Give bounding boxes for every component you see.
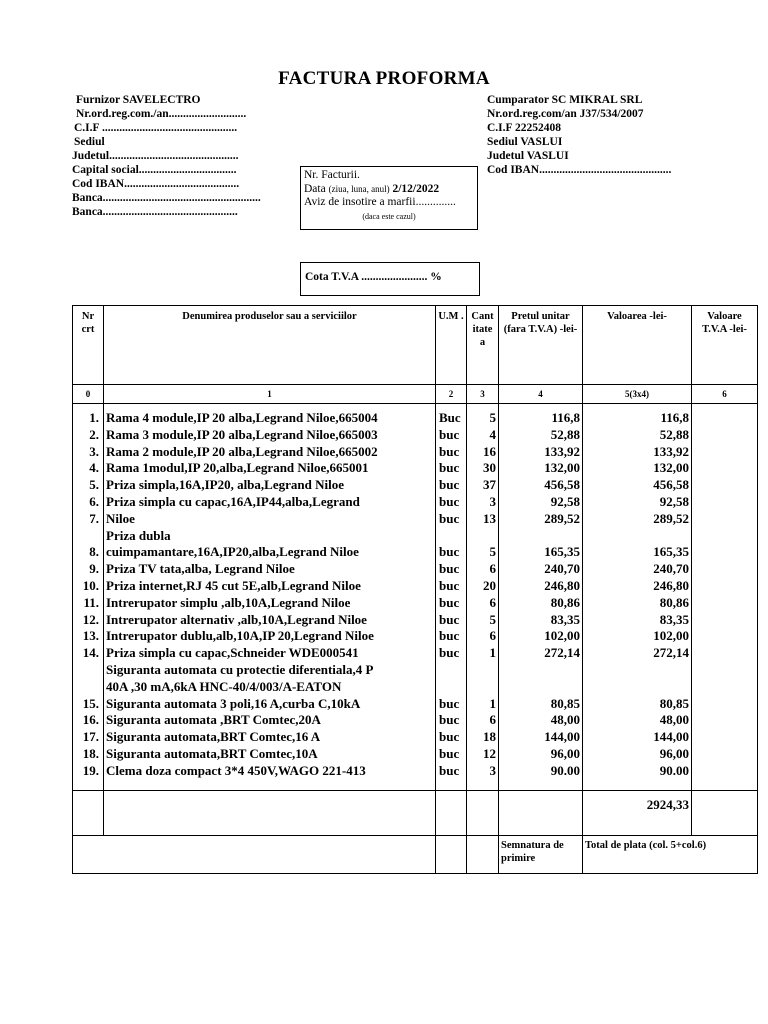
- item-value: 48,00: [583, 712, 692, 729]
- item-value: 96,00: [583, 746, 692, 763]
- col-num: 0: [73, 385, 104, 404]
- header-qty: Cant itate a: [467, 306, 499, 385]
- supplier-sediu: Sediul: [74, 136, 105, 148]
- supplier-reg: Nr.ord.reg.com./an...........................: [76, 108, 247, 120]
- item-vat: [692, 696, 758, 713]
- column-number-row: [73, 385, 758, 404]
- item-number: 3.: [73, 444, 104, 461]
- item-name: Rama 1modul,IP 20,alba,Legrand Niloe,665001: [104, 460, 436, 477]
- invoice-date: 2/12/2022: [389, 182, 440, 195]
- item-quantity: 4: [467, 427, 499, 444]
- table-row: [73, 528, 758, 545]
- table-row: [73, 561, 758, 578]
- item-value: 289,52: [583, 511, 692, 528]
- item-vat: [692, 494, 758, 511]
- item-unit-price: 272,14: [499, 645, 583, 662]
- header-nr: Nr crt: [73, 306, 104, 385]
- buyer-cif: C.I.F 22252408: [487, 122, 562, 134]
- item-number: 18.: [73, 746, 104, 763]
- item-value: 132,00: [583, 460, 692, 477]
- item-unit: buc: [436, 712, 467, 729]
- item-number: 17.: [73, 729, 104, 746]
- supplier-cif: C.I.F ...............................................: [74, 122, 238, 134]
- item-number: 9.: [73, 561, 104, 578]
- item-value: 144,00: [583, 729, 692, 746]
- item-quantity: 6: [467, 712, 499, 729]
- item-number: [73, 528, 104, 545]
- table-spacer-row: [73, 780, 758, 791]
- tva-box: [300, 262, 480, 296]
- item-number: 19.: [73, 763, 104, 780]
- item-number: 1.: [73, 410, 104, 427]
- item-unit: buc: [436, 460, 467, 477]
- item-quantity: 5: [467, 410, 499, 427]
- item-quantity: 30: [467, 460, 499, 477]
- item-name: Siguranta automata 3 poli,16 A,curba C,10kA: [104, 696, 436, 713]
- table-row: [73, 679, 758, 696]
- item-vat: [692, 561, 758, 578]
- supplier-block: [72, 93, 261, 219]
- item-quantity: 6: [467, 595, 499, 612]
- date-label: Data: [304, 182, 329, 195]
- item-name: Clema doza compact 3*4 450V,WAGO 221-413: [104, 763, 436, 780]
- item-number: [73, 679, 104, 696]
- supplier-judet: Judetul.............................................: [72, 150, 239, 162]
- item-unit-price: 246,80: [499, 578, 583, 595]
- table-row: [73, 578, 758, 595]
- item-unit: buc: [436, 746, 467, 763]
- item-vat: [692, 460, 758, 477]
- item-value: 240,70: [583, 561, 692, 578]
- tva-label: Cota T.V.A ....................... %: [305, 271, 442, 283]
- table-header-row: [73, 306, 758, 385]
- item-name: 40A ,30 mA,6kA HNC-40/4/003/A-EATON: [104, 679, 436, 696]
- item-value: 272,14: [583, 645, 692, 662]
- invoice-number-label: Nr. Facturii.: [304, 169, 360, 181]
- item-value: 52,88: [583, 427, 692, 444]
- table-row: [73, 410, 758, 427]
- item-name: Intrerupator alternativ ,alb,10A,Legrand Niloe: [104, 612, 436, 629]
- item-name: Siguranta automata cu protectie diferentiala,4 P: [104, 662, 436, 679]
- invoice-info-box: [300, 166, 478, 230]
- item-quantity: 13: [467, 511, 499, 528]
- item-number: 7.: [73, 511, 104, 528]
- table-row: [73, 746, 758, 763]
- item-unit-price: [499, 662, 583, 679]
- item-vat: [692, 444, 758, 461]
- buyer-iban: Cod IBAN..............................................: [487, 164, 672, 176]
- buyer-block: [487, 93, 671, 177]
- item-number: 10.: [73, 578, 104, 595]
- item-unit: buc: [436, 696, 467, 713]
- table-row: [73, 511, 758, 528]
- aviz-label: Aviz de insotire a marfii: [304, 196, 416, 208]
- header-name: Denumirea produselor sau a serviciilor: [104, 306, 436, 385]
- item-name: Priza internet,RJ 45 cut 5E,alb,Legrand Niloe: [104, 578, 436, 595]
- col-num: 1: [104, 385, 436, 404]
- item-quantity: 5: [467, 544, 499, 561]
- item-value: 92,58: [583, 494, 692, 511]
- buyer-reg: Nr.ord.reg.com/an J37/534/2007: [487, 108, 644, 120]
- item-unit: buc: [436, 444, 467, 461]
- item-vat: [692, 763, 758, 780]
- item-value: 90.00: [583, 763, 692, 780]
- item-name: Priza simpla cu capac,16A,IP44,alba,Legrand: [104, 494, 436, 511]
- table-row: [73, 427, 758, 444]
- table-row: [73, 662, 758, 679]
- item-number: 16.: [73, 712, 104, 729]
- table-row: [73, 712, 758, 729]
- item-unit: Buc: [436, 410, 467, 427]
- item-number: 15.: [73, 696, 104, 713]
- item-name: Niloe: [104, 511, 436, 528]
- col-num: 2: [436, 385, 467, 404]
- supplier-capital: Capital social..................................: [72, 164, 237, 176]
- item-name: Priza TV tata,alba, Legrand Niloe: [104, 561, 436, 578]
- item-number: [73, 662, 104, 679]
- item-number: 6.: [73, 494, 104, 511]
- item-name: Intrerupator dublu,alb,10A,IP 20,Legrand Niloe: [104, 628, 436, 645]
- buyer-name: Cumparator SC MIKRAL SRL: [487, 94, 643, 106]
- item-unit-price: 102,00: [499, 628, 583, 645]
- table-row: [73, 628, 758, 645]
- table-row: [73, 477, 758, 494]
- item-quantity: 18: [467, 729, 499, 746]
- supplier-bank-2: Banca...............................................: [72, 206, 238, 218]
- item-quantity: 1: [467, 696, 499, 713]
- table-row: [73, 763, 758, 780]
- header-vat: Valoare T.V.A -lei-: [692, 306, 758, 385]
- item-unit: buc: [436, 544, 467, 561]
- supplier-bank: Banca.......................................................: [72, 192, 261, 204]
- buyer-judet: Judetul VASLUI: [487, 150, 569, 162]
- supplier-iban: Cod IBAN........................................: [72, 178, 240, 190]
- item-unit: [436, 528, 467, 545]
- item-vat: [692, 410, 758, 427]
- item-unit: buc: [436, 578, 467, 595]
- item-unit: buc: [436, 477, 467, 494]
- item-quantity: [467, 679, 499, 696]
- item-value: 83,35: [583, 612, 692, 629]
- item-value: [583, 662, 692, 679]
- item-number: 4.: [73, 460, 104, 477]
- item-value: 80,85: [583, 696, 692, 713]
- item-name: Siguranta automata,BRT Comtec,10A: [104, 746, 436, 763]
- item-name: Priza dubla: [104, 528, 436, 545]
- total-to-pay-label: Total de plata (col. 5+col.6): [583, 835, 758, 873]
- item-unit-price: 96,00: [499, 746, 583, 763]
- aviz-note: (daca este cazul): [362, 211, 416, 221]
- item-vat: [692, 595, 758, 612]
- item-vat: [692, 729, 758, 746]
- item-quantity: 12: [467, 746, 499, 763]
- item-number: 2.: [73, 427, 104, 444]
- item-quantity: [467, 528, 499, 545]
- buyer-sediu: Sediul VASLUI: [487, 136, 563, 148]
- table-row: [73, 460, 758, 477]
- item-quantity: [467, 662, 499, 679]
- item-unit-price: 90.00: [499, 763, 583, 780]
- invoice-table: [72, 305, 758, 874]
- item-vat: [692, 645, 758, 662]
- item-unit-price: 165,35: [499, 544, 583, 561]
- item-unit: buc: [436, 628, 467, 645]
- col-num: 5(3x4): [583, 385, 692, 404]
- item-number: 12.: [73, 612, 104, 629]
- item-name: cuimpamantare,16A,IP20,alba,Legrand Niloe: [104, 544, 436, 561]
- item-quantity: 6: [467, 561, 499, 578]
- item-unit: [436, 662, 467, 679]
- col-num: 3: [467, 385, 499, 404]
- item-name: Rama 2 module,IP 20 alba,Legrand Niloe,665002: [104, 444, 436, 461]
- item-name: Siguranta automata ,BRT Comtec,20A: [104, 712, 436, 729]
- item-unit-price: 92,58: [499, 494, 583, 511]
- item-unit-price: 80,86: [499, 595, 583, 612]
- total-value: 2924,33: [583, 790, 692, 835]
- header-value: Valoarea -lei-: [583, 306, 692, 385]
- item-vat: [692, 511, 758, 528]
- item-vat: [692, 712, 758, 729]
- total-row: [73, 790, 758, 835]
- item-unit-price: 133,92: [499, 444, 583, 461]
- item-name: Rama 4 module,IP 20 alba,Legrand Niloe,665004: [104, 410, 436, 427]
- item-number: 5.: [73, 477, 104, 494]
- item-unit-price: 52,88: [499, 427, 583, 444]
- item-quantity: 37: [467, 477, 499, 494]
- item-unit-price: 116,8: [499, 410, 583, 427]
- item-unit: buc: [436, 763, 467, 780]
- table-row: [73, 444, 758, 461]
- item-vat: [692, 628, 758, 645]
- item-unit-price: 132,00: [499, 460, 583, 477]
- item-value: 80,86: [583, 595, 692, 612]
- item-value: 246,80: [583, 578, 692, 595]
- item-vat: [692, 612, 758, 629]
- item-unit-price: 83,35: [499, 612, 583, 629]
- signature-label: Semnatura de primire: [499, 835, 583, 873]
- table-row: [73, 595, 758, 612]
- item-value: 116,8: [583, 410, 692, 427]
- footer-row: [73, 835, 758, 873]
- item-vat: [692, 578, 758, 595]
- item-quantity: 16: [467, 444, 499, 461]
- header-price: Pretul unitar (fara T.V.A) -lei-: [499, 306, 583, 385]
- item-name: Intrerupator simplu ,alb,10A,Legrand Niloe: [104, 595, 436, 612]
- table-row: [73, 696, 758, 713]
- item-unit: buc: [436, 729, 467, 746]
- item-number: 8.: [73, 544, 104, 561]
- date-format: (ziua, luna, anul): [328, 183, 390, 194]
- header-um: U.M .: [436, 306, 467, 385]
- aviz-dots: ..............: [415, 196, 456, 208]
- item-unit: [436, 679, 467, 696]
- item-value: 165,35: [583, 544, 692, 561]
- item-value: 102,00: [583, 628, 692, 645]
- item-value: [583, 528, 692, 545]
- item-number: 14.: [73, 645, 104, 662]
- item-vat: [692, 662, 758, 679]
- table-row: [73, 494, 758, 511]
- item-quantity: 1: [467, 645, 499, 662]
- item-unit: buc: [436, 612, 467, 629]
- item-vat: [692, 679, 758, 696]
- item-unit-price: 240,70: [499, 561, 583, 578]
- item-name: Siguranta automata,BRT Comtec,16 A: [104, 729, 436, 746]
- document-title: FACTURA PROFORMA: [278, 68, 490, 89]
- item-unit: buc: [436, 494, 467, 511]
- table-row: [73, 645, 758, 662]
- item-unit: buc: [436, 561, 467, 578]
- item-number: 13.: [73, 628, 104, 645]
- table-row: [73, 729, 758, 746]
- item-vat: [692, 746, 758, 763]
- item-vat: [692, 544, 758, 561]
- item-value: 456,58: [583, 477, 692, 494]
- item-unit-price: 144,00: [499, 729, 583, 746]
- item-quantity: 6: [467, 628, 499, 645]
- item-quantity: 3: [467, 763, 499, 780]
- item-unit: buc: [436, 595, 467, 612]
- item-vat: [692, 528, 758, 545]
- item-vat: [692, 477, 758, 494]
- col-num: 6: [692, 385, 758, 404]
- item-vat: [692, 427, 758, 444]
- item-value: 133,92: [583, 444, 692, 461]
- item-unit: buc: [436, 645, 467, 662]
- item-unit-price: [499, 679, 583, 696]
- col-num: 4: [499, 385, 583, 404]
- item-unit-price: 456,58: [499, 477, 583, 494]
- item-number: 11.: [73, 595, 104, 612]
- item-name: Priza simpla,16A,IP20, alba,Legrand Niloe: [104, 477, 436, 494]
- item-unit: buc: [436, 427, 467, 444]
- supplier-name: Furnizor SAVELECTRO: [76, 94, 201, 106]
- table-row: [73, 544, 758, 561]
- item-name: Priza simpla cu capac,Schneider WDE000541: [104, 645, 436, 662]
- item-unit-price: 48,00: [499, 712, 583, 729]
- item-name: Rama 3 module,IP 20 alba,Legrand Niloe,665003: [104, 427, 436, 444]
- item-value: [583, 679, 692, 696]
- item-unit-price: 80,85: [499, 696, 583, 713]
- item-unit-price: 289,52: [499, 511, 583, 528]
- item-unit-price: [499, 528, 583, 545]
- table-row: [73, 612, 758, 629]
- item-quantity: 20: [467, 578, 499, 595]
- item-quantity: 5: [467, 612, 499, 629]
- item-unit: buc: [436, 511, 467, 528]
- item-quantity: 3: [467, 494, 499, 511]
